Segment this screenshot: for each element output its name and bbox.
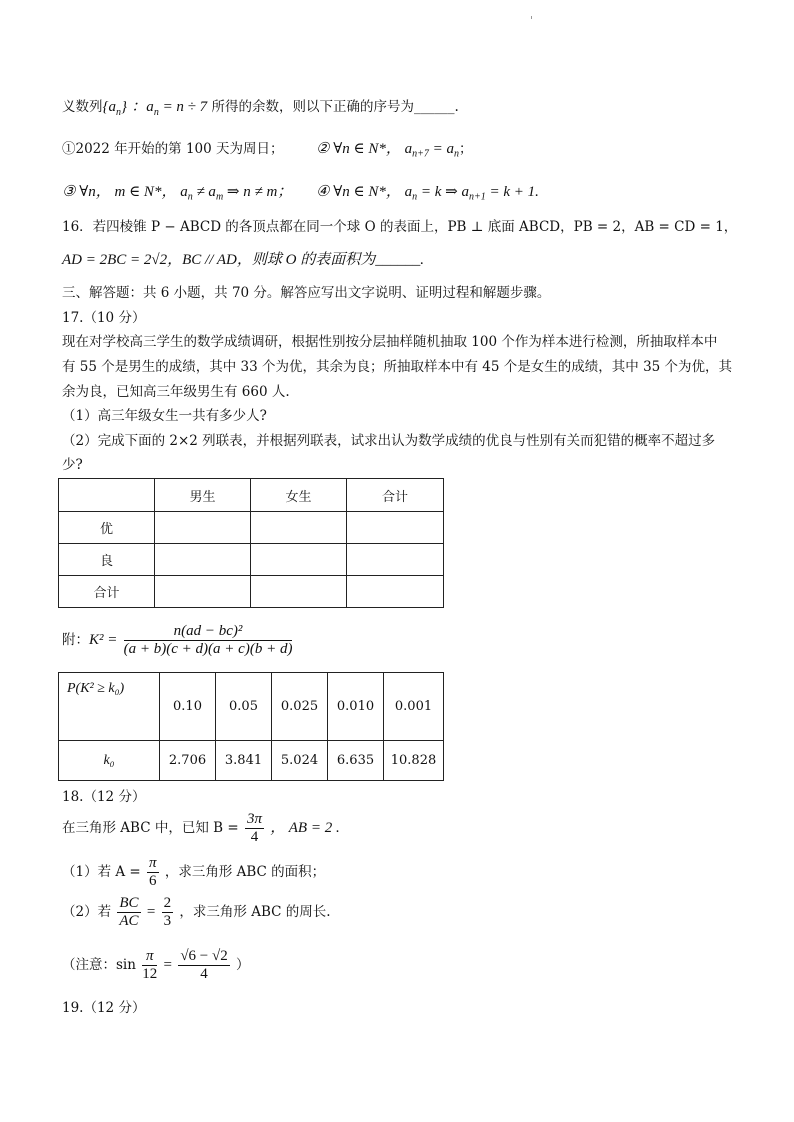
table-row xyxy=(59,479,444,512)
q17-header: 17.（10 分） xyxy=(62,310,146,326)
table-cell xyxy=(155,544,251,576)
table-cell: 3.841 xyxy=(216,741,272,781)
q18-given: 在三角形 ABC 中，已知 B = $\frac{3\pi}{4}$ ， AB = 2 . xyxy=(62,811,340,845)
q18-subquestion-1: （1）若 A = $\frac{\pi}{6}$ ，求三角形 ABC 的面积； xyxy=(62,855,326,889)
table-cell xyxy=(155,576,251,608)
q18-subquestion-2: （2）若 $\frac{BC}{AC}$ = $\frac{2}{3}$ ，求三角形 ABC 的周长. xyxy=(62,895,331,929)
table-cell xyxy=(251,576,347,608)
q17-subquestion-1: （1）高三年级女生一共有多少人? xyxy=(62,408,267,424)
table-row xyxy=(59,673,444,741)
table-cell: 0.10 xyxy=(160,673,216,741)
q17-paragraph-line-2: 有 55 个是男生的成绩，其中 33 个为优，其余为良；所抽取样本中有 45 个是女生的成绩，其中 35 个为优，其 xyxy=(62,359,733,375)
table-row-label: 优 xyxy=(59,512,155,544)
note-value-fraction: $\frac{√6 - √2}{4}$ xyxy=(180,948,228,982)
table-cell: 2.706 xyxy=(160,741,216,781)
k2-fraction: $\frac{\text{n(ad − bc)²}}{(a + b)(c + d)(a + c)(b + d)}$ xyxy=(123,623,293,657)
q15-option-1: ①2022 年开始的第 100 天为周日； xyxy=(62,141,284,157)
table-cell: 0.025 xyxy=(272,673,328,741)
k0-label-cell: k₀ xyxy=(59,741,160,781)
table-row xyxy=(59,741,444,781)
q17-paragraph-line-1: 现在对学校高三学生的数学成绩调研，根据性别按分层抽样随机抽取 100 个作为样本进行检测，所抽取样本中 xyxy=(62,334,718,350)
table-header-cell xyxy=(59,479,155,512)
q16-line-1: 16．若四棱锥 P − ABCD 的各顶点都在同一个球 O 的表面上，PB ⊥ 底面 ABCD，PB = 2，AB = CD = 1， xyxy=(62,219,738,235)
table-cell: 5.024 xyxy=(272,741,328,781)
table-cell xyxy=(347,512,444,544)
table-cell xyxy=(251,544,347,576)
k2-formula: 附：K² = $\frac{\text{n(ad − bc)²}}{(a + b)(c + d)(a + c)(b + d)}$ xyxy=(62,623,293,657)
q17-paragraph-line-3: 余为良，已知高三年级男生有 660 人. xyxy=(62,384,290,400)
q18-header: 18.（12 分） xyxy=(62,789,146,805)
table-row-label: 合计 xyxy=(59,576,155,608)
table-cell: 10.828 xyxy=(384,741,444,781)
q18-b-fraction: $\frac{3\pi}{4}$ xyxy=(246,811,262,845)
section-3-heading: 三、解答题：共 6 小题，共 70 分。解答应写出文字说明、证明过程和解题步骤。 xyxy=(62,285,551,301)
critical-value-table xyxy=(58,672,444,781)
table-row xyxy=(59,512,444,544)
q18-value-fraction: $\frac{2}{3}$ xyxy=(163,895,172,929)
table-row xyxy=(59,576,444,608)
table-header-cell: 合计 xyxy=(347,479,444,512)
q17-subquestion-2a: （2）完成下面的 2×2 列联表，并根据列联表，试求出认为数学成绩的优良与性别有关而犯错的概率不超过多 xyxy=(62,433,716,449)
q15-definition-line: 义数列$\{a_n\}$ ：$a_n = n \div 7$ 所得的余数，则以下正确的序号为______. xyxy=(62,99,459,118)
table-cell: 6.635 xyxy=(328,741,384,781)
table-row-label: 良 xyxy=(59,544,155,576)
p-label-cell: P(K² ≥ k₀) xyxy=(59,673,160,741)
table-cell: 0.001 xyxy=(384,673,444,741)
q17-subquestion-2b: 少? xyxy=(62,457,83,473)
q18-ratio-fraction: $\frac{BC}{AC}$ xyxy=(119,895,139,929)
table-header-cell: 男生 xyxy=(155,479,251,512)
q15-option-3: ③ ∀n， m ∈ N*， $a_n \ne a_m$ ⇒ n ≠ m； xyxy=(62,184,293,203)
table-cell xyxy=(347,544,444,576)
table-cell xyxy=(155,512,251,544)
q16-line-2: AD = 2BC = 2√2，BC // AD，则球 O 的表面积为______. xyxy=(62,252,424,268)
table-cell xyxy=(347,576,444,608)
q15-option-2: ② ∀n ∈ N*， $a_{n+7} = a_n$； xyxy=(316,141,473,160)
table-row xyxy=(59,544,444,576)
q18-note: （注意：sin $\frac{\pi}{12}$ = $\frac{√6 - √2}{4}$ ） xyxy=(62,948,250,982)
table-header-cell: 女生 xyxy=(251,479,347,512)
table-cell: 0.010 xyxy=(328,673,384,741)
contingency-table xyxy=(58,478,444,608)
q18-a-fraction: $\frac{\pi}{6}$ xyxy=(149,855,157,889)
scan-mark xyxy=(531,16,532,19)
q19-header: 19.（12 分） xyxy=(62,1000,146,1016)
table-cell: 0.05 xyxy=(216,673,272,741)
q15-option-4: ④ ∀n ∈ N*， $a_n = k$ ⇒ $a_{n+1} = k + 1$. xyxy=(316,184,539,203)
note-angle-fraction: $\frac{\pi}{12}$ xyxy=(142,948,158,982)
table-cell xyxy=(251,512,347,544)
